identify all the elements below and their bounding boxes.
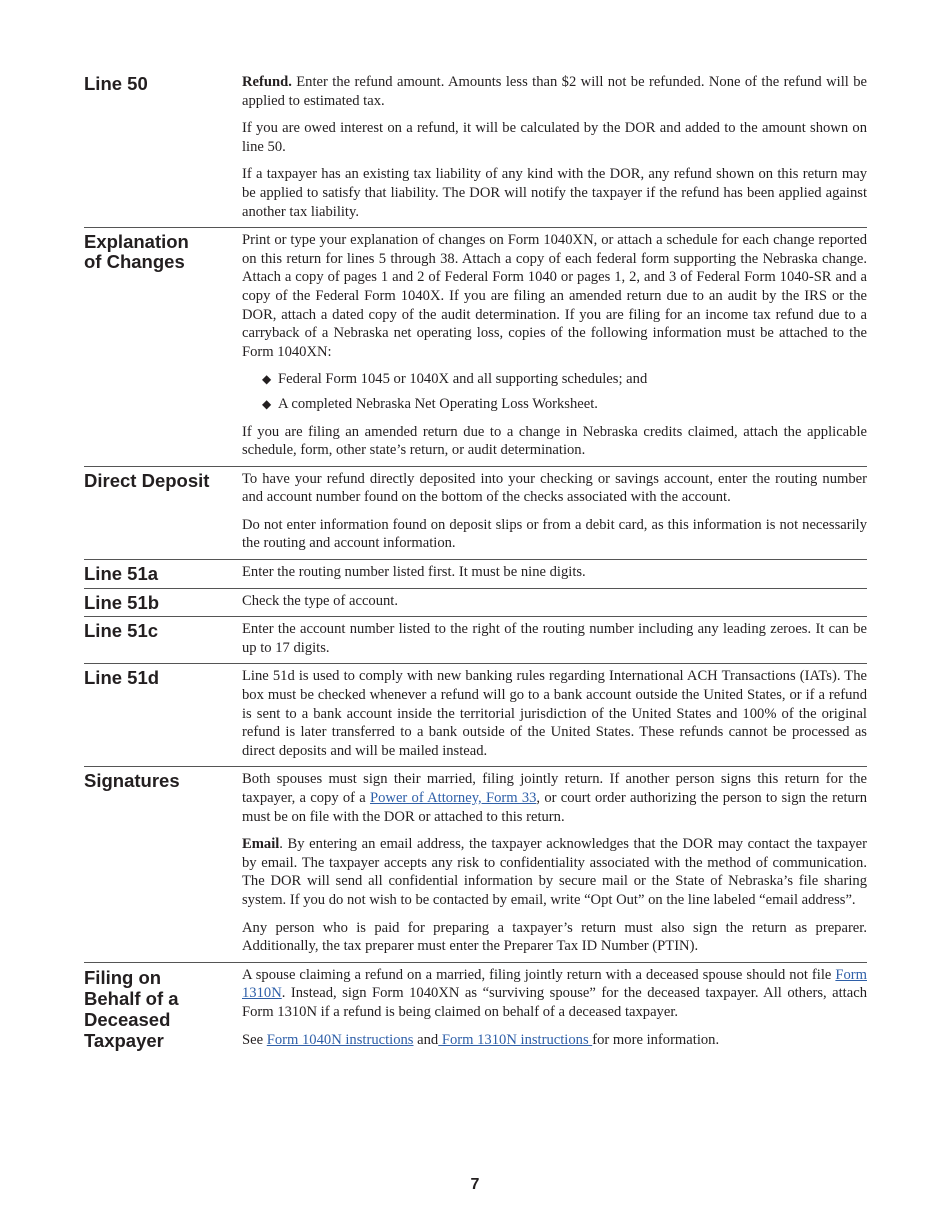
section-line-50 xyxy=(84,70,867,228)
paragraph xyxy=(242,966,867,1022)
label-line: Explanation xyxy=(84,231,189,253)
section-label: Line 50 xyxy=(84,73,148,94)
paragraph: Enter the account number listed to the right of the routing number including any leading zeroes. It can be up to 17 digits. xyxy=(242,621,867,656)
paragraph-text: A spouse claiming a refund on a married, filing jointly return with a deceased spouse should not file xyxy=(242,966,836,983)
paragraph xyxy=(242,1031,867,1050)
section-label xyxy=(84,966,242,1055)
paragraph: If you are owed interest on a refund, it will be calculated by the DOR and added to the amount shown on line 50. xyxy=(242,120,867,155)
section-direct-deposit xyxy=(84,467,867,560)
form-1310n-instructions-link[interactable]: Form 1310N instructions xyxy=(438,1031,593,1048)
paragraph: If you are filing an amended return due to a change in Nebraska credits claimed, attach the applicable schedule, form, other state’s return, or audit determination. xyxy=(242,423,867,459)
power-of-attorney-link[interactable]: Power of Attorney, Form 33 xyxy=(370,790,537,806)
label-line: Filing on xyxy=(84,966,162,988)
section-content xyxy=(242,966,867,1055)
section-line-51b xyxy=(84,589,867,618)
paragraph: To have your refund directly deposited into your checking or savings account, enter the routing number and account number found on the bottom of the checks associated with the account. xyxy=(242,470,867,506)
paragraph-text: , or court order authorizing the person to sign the return must be on file with the DOR or attached to this return. xyxy=(242,790,867,825)
paragraph: Enter the routing number listed first. It must be nine digits. xyxy=(242,564,586,581)
paragraph xyxy=(242,835,867,909)
diamond-bullet-icon: ◆ xyxy=(262,396,272,411)
paragraph xyxy=(242,770,867,826)
section-line-51c xyxy=(84,617,867,664)
section-label: Line 51b xyxy=(84,591,160,613)
bold-lead: Refund. xyxy=(242,74,292,90)
section-explanation-of-changes xyxy=(84,228,867,467)
section-label: Line 51c xyxy=(84,620,159,642)
paragraph-text: and xyxy=(413,1031,439,1048)
paragraph-text: See xyxy=(242,1031,267,1048)
section-signatures xyxy=(84,767,867,962)
section-content xyxy=(242,620,867,663)
paragraph: Check the type of account. xyxy=(242,592,399,609)
section-line-51d xyxy=(84,664,867,767)
paragraph: Print or type your explanation of changes on Form 1040XN, or attach a schedule for each change reported on this return for lines 5 through 38. Attach a copy of each federal form supporting the Nebraska change. Attach a copy of pages 1 and 2 of Federal Form 1040 or pages 1, 2, and 3 of Federal Form 1040-SR and a copy of the Federal Form 1040X. If you are filing an amended return due to an audit by the IRS or the DOR, attach a dated copy of the audit determination. If you are filing for an income tax refund due to a carryback of a Nebraska net operating loss, copies of the following information must be attached to the Form 1040XN: xyxy=(242,232,867,360)
label-line: Taxpayer xyxy=(84,1029,164,1051)
section-content xyxy=(242,470,867,559)
paragraph-text: for more information. xyxy=(592,1031,720,1048)
form-1310n-link[interactable]: Form 1310N xyxy=(242,966,867,1002)
label-line: Deceased xyxy=(84,1008,171,1030)
bullet-text: Federal Form 1045 or 1040X and all supporting schedules; and xyxy=(278,371,648,388)
section-label xyxy=(84,231,242,466)
paragraph-text: Enter the refund amount. Amounts less than $2 will not be refunded. None of the refund will be applied to estimated tax. xyxy=(242,74,867,109)
form-1040n-instructions-link[interactable]: Form 1040N instructions xyxy=(266,1031,414,1048)
section-content xyxy=(242,73,867,227)
label-line: Behalf of a xyxy=(84,987,179,1009)
instructions-page xyxy=(84,70,867,1055)
section-label: Direct Deposit xyxy=(84,469,210,491)
section-content xyxy=(242,563,867,588)
section-content xyxy=(242,592,867,617)
bullet-text: A completed Nebraska Net Operating Loss Worksheet. xyxy=(278,395,598,412)
page-number: 7 xyxy=(470,1176,480,1193)
section-content xyxy=(242,667,867,766)
paragraph: If a taxpayer has an existing tax liability of any kind with the DOR, any refund shown on this return may be applied to satisfy that liability. The DOR will notify the taxpayer if the refund has been applied against another tax liability. xyxy=(242,166,867,220)
paragraph xyxy=(242,73,867,110)
label-line: of Changes xyxy=(84,251,185,273)
section-label: Signatures xyxy=(84,770,180,792)
paragraph-text: Both spouses must sign their married, filing jointly return. If another person signs this return for the taxpayer, a copy of a xyxy=(242,771,867,806)
section-line-51a xyxy=(84,560,867,589)
section-label: Line 51d xyxy=(84,667,160,689)
paragraph: Do not enter information found on deposit slips or from a debit card, as this information is not necessarily the routing and account information. xyxy=(242,516,867,552)
paragraph-text: . Instead, sign Form 1040XN as “surviving spouse” for the deceased taxpayer. All others, attach Form 1310N if a refund is being claimed on behalf of a deceased taxpayer. xyxy=(242,985,867,1020)
paragraph: Line 51d is used to comply with new banking rules regarding International ACH Transactions (IATs). The box must be checked whenever a refund will go to a bank account outside the United States, or if a refund is sent to a bank account inside the territorial jurisdiction of the United States and 100% of the original refund is later transferred to a bank outside of the United States. These refunds cannot be processed as direct deposits and will be mailed instead. xyxy=(242,668,867,759)
bullet-item xyxy=(242,370,867,389)
section-content xyxy=(242,231,867,466)
paragraph-text: . By entering an email address, the taxpayer acknowledges that the DOR may contact the taxpayer by email. The taxpayer accepts any risk to confidentiality associated with the method of communication. The DOR will send all confidential information by secure mail or the State of Nebraska’s file sharing system. If you do not wish to be contacted by email, write “Opt Out” on the line labeled “email address”. xyxy=(242,836,867,908)
diamond-bullet-icon: ◆ xyxy=(262,372,272,387)
section-content xyxy=(242,770,867,961)
paragraph: Any person who is paid for preparing a taxpayer’s return must also sign the return as preparer. Additionally, the tax preparer must enter the Preparer Tax ID Number (PTIN). xyxy=(242,919,867,955)
bullet-item xyxy=(242,395,867,414)
section-filing-on-behalf xyxy=(84,963,867,1055)
section-label: Line 51a xyxy=(84,563,159,585)
bold-lead: Email xyxy=(242,836,280,853)
